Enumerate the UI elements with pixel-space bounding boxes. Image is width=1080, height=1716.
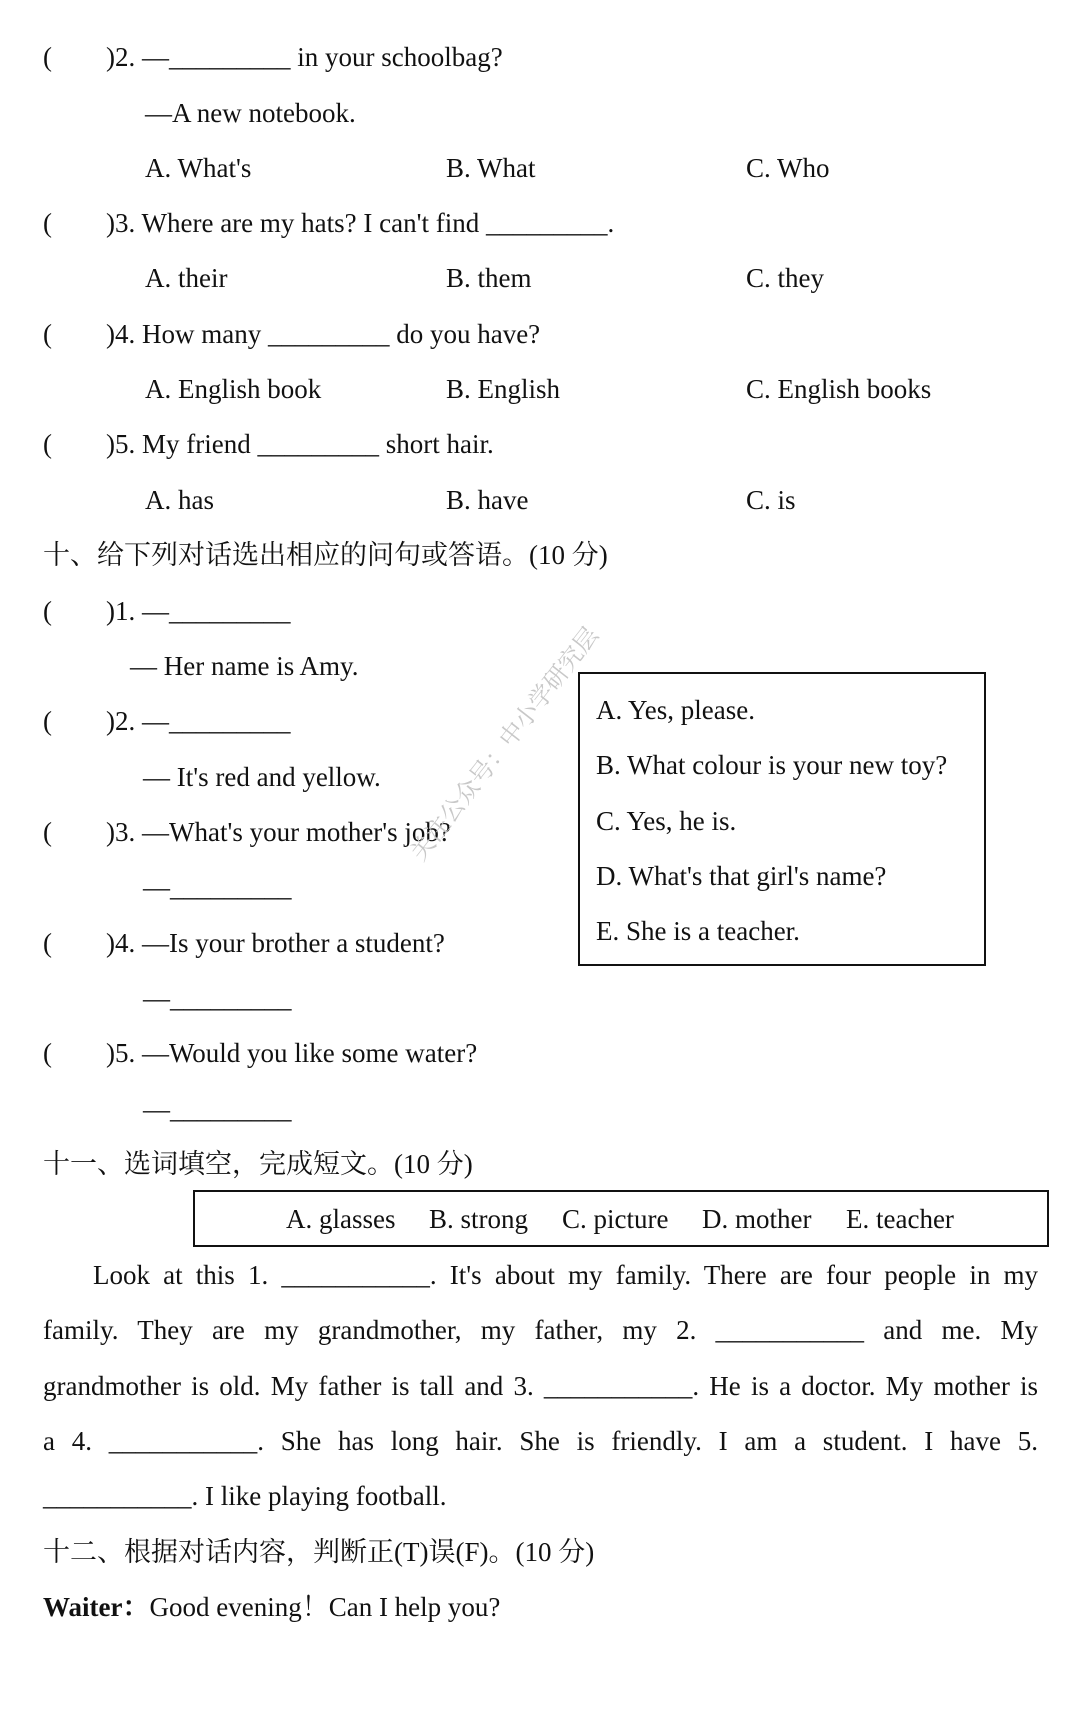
q10-2-reply: — It's red and yellow. — [143, 762, 381, 792]
q9-5-option-a: A. has — [145, 485, 214, 515]
q9-4-option-c: C. English books — [746, 374, 932, 404]
q10-1-stem: ( )1. —_________ — [43, 596, 291, 626]
dialogue-line-waiter — [43, 1590, 500, 1624]
q9-4-stem: ( )4. How many _________ do you have? — [43, 319, 541, 349]
passage-line-1: Look at this 1. ___________. It's about my family. There are four people in my — [93, 1260, 1038, 1290]
dialogue-option-c: C. Yes, he is. — [596, 806, 737, 836]
q9-5-option-c: C. is — [746, 485, 796, 515]
passage-line-4: a 4. ___________. She has long hair. She is friendly. I am a student. I have 5. — [43, 1426, 1038, 1456]
dialogue-option-a: A. Yes, please. — [596, 695, 755, 725]
part10-heading: 十、给下列对话选出相应的问句或答语。(10 分) — [43, 540, 608, 570]
q9-2-stem: ( )2. —_________ in your schoolbag? — [43, 42, 503, 72]
passage-line-3: grandmother is old. My father is tall and 3. ___________. He is a doctor. My mother is — [43, 1371, 1038, 1401]
watermark: 关注公众号：中小学研究层 — [404, 621, 605, 866]
q9-5-stem: ( )5. My friend _________ short hair. — [43, 429, 494, 459]
passage-line-5: ___________. I like playing football. — [43, 1481, 447, 1511]
q10-5-stem: ( )5. —Would you like some water? — [43, 1038, 478, 1068]
dialogue-option-b: B. What colour is your new toy? — [596, 750, 948, 780]
word-bank-d: D. mother — [702, 1204, 812, 1234]
dialogue-option-d: D. What's that girl's name? — [596, 861, 887, 891]
q9-3-option-c: C. they — [746, 263, 824, 293]
q9-2-option-a: A. What's — [145, 153, 252, 183]
word-bank-e: E. teacher — [846, 1204, 954, 1234]
q9-2-option-c: C. Who — [746, 153, 830, 183]
q10-5-reply: —_________ — [143, 1094, 292, 1124]
q10-4-reply: —_________ — [143, 983, 292, 1013]
q9-4-option-b: B. English — [446, 374, 561, 404]
q9-2-reply: —A new notebook. — [145, 98, 356, 128]
part12-heading: 十二、根据对话内容，判断正(T)误(F)。(10 分) — [43, 1537, 595, 1567]
speaker-waiter: Waiter： — [43, 1592, 150, 1622]
passage-line-2: family. They are my grandmother, my father, my 2. ___________ and me. My — [43, 1315, 1038, 1345]
q9-5-option-b: B. have — [446, 485, 529, 515]
waiter-line: Good evening！Can I help you? — [149, 1592, 501, 1622]
q10-1-reply: — Her name is Amy. — [130, 651, 359, 681]
q9-4-option-a: A. English book — [145, 374, 322, 404]
dialogue-option-e: E. She is a teacher. — [596, 916, 800, 946]
q9-2-option-b: B. What — [446, 153, 536, 183]
q10-2-stem: ( )2. —_________ — [43, 706, 291, 736]
word-bank-a: A. glasses — [286, 1204, 396, 1234]
word-bank-b: B. strong — [429, 1204, 529, 1234]
q9-3-stem: ( )3. Where are my hats? I can't find _________. — [43, 208, 615, 238]
part11-heading: 十一、选词填空，完成短文。(10 分) — [43, 1149, 473, 1179]
q9-3-option-b: B. them — [446, 263, 532, 293]
q10-3-stem: ( )3. —What's your mother's job? — [43, 817, 451, 847]
q10-3-reply: —_________ — [143, 872, 292, 902]
word-bank-c: C. picture — [562, 1204, 669, 1234]
q10-4-stem: ( )4. —Is your brother a student? — [43, 928, 445, 958]
q9-3-option-a: A. their — [145, 263, 228, 293]
